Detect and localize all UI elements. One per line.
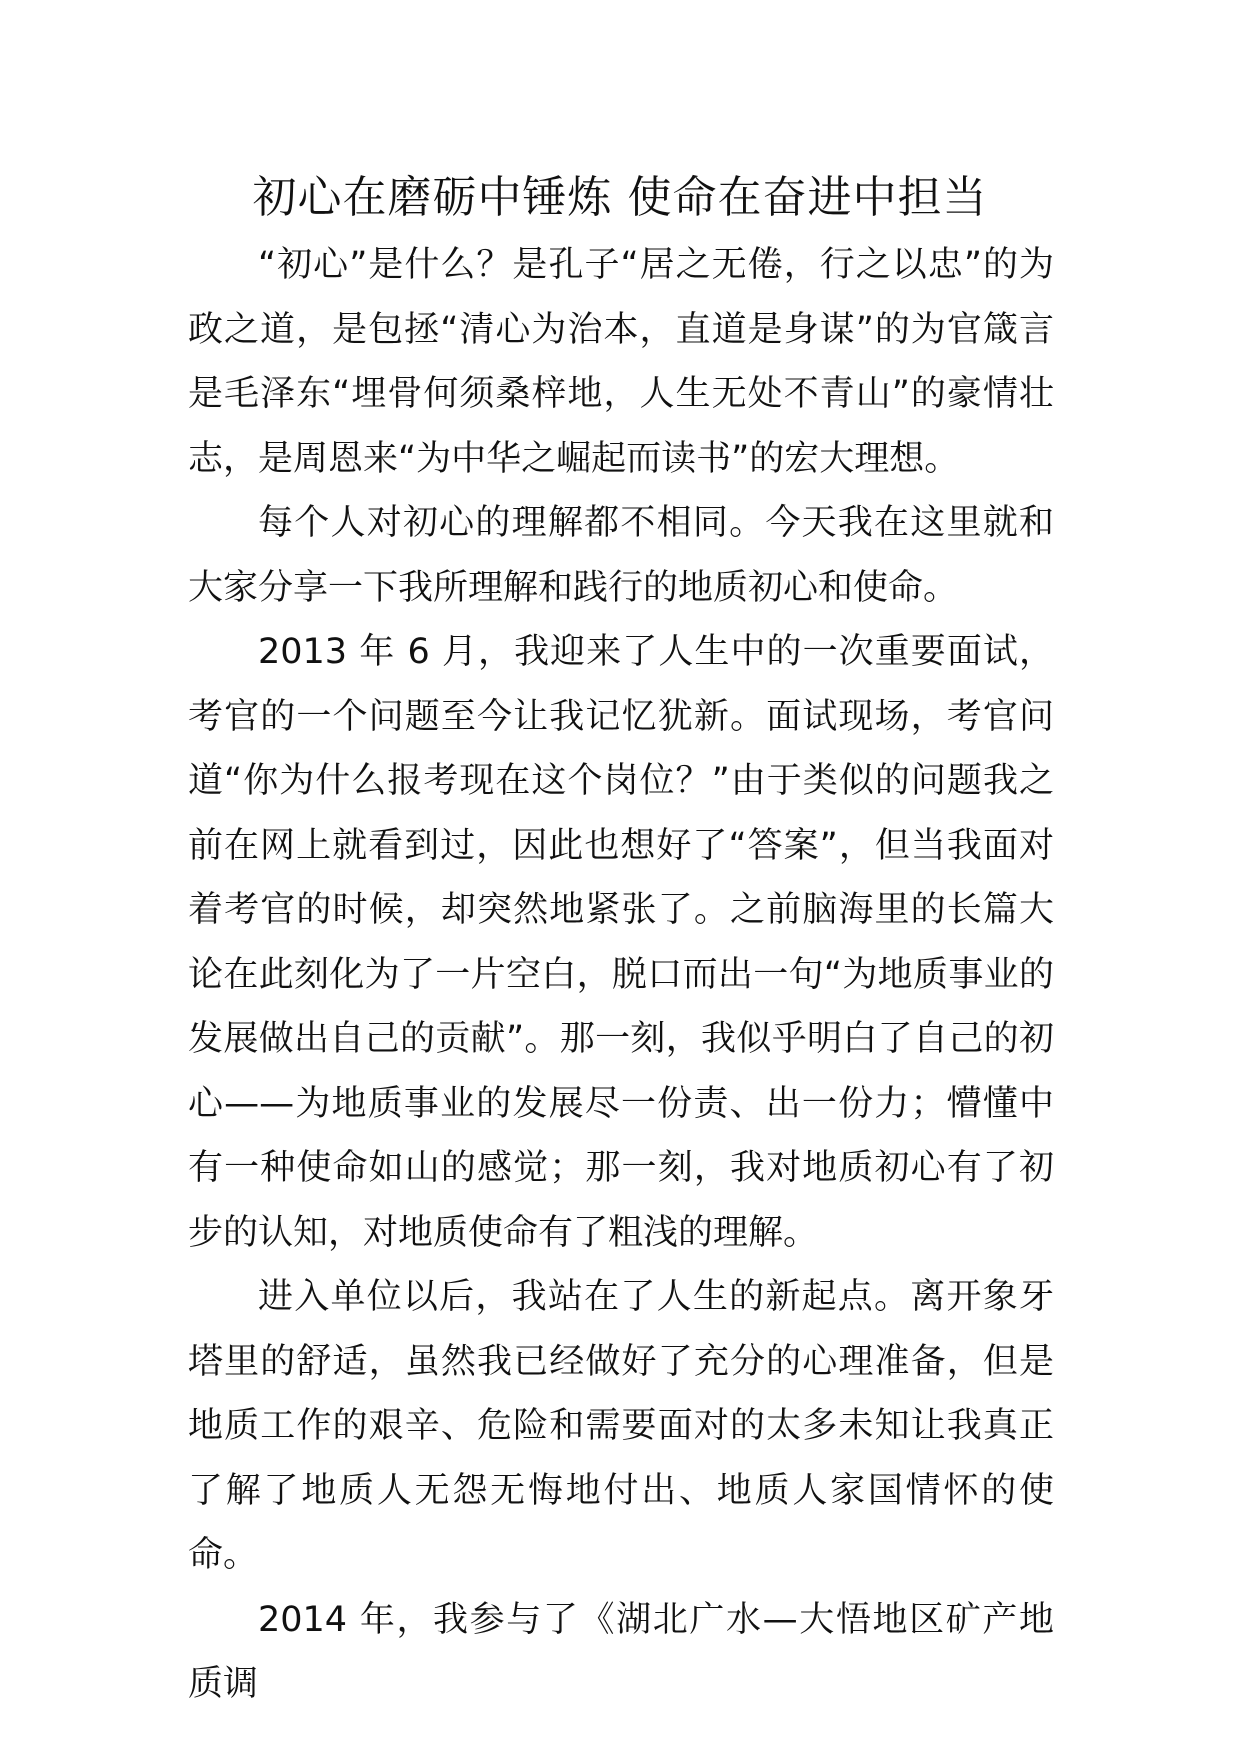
paragraph-initial-heart: “初心”是什么？是孔子“居之无倦，行之以忠”的为政之道，是包拯“清心为治本，直道是身谋”的为官箴言是毛泽东“埋骨何须桑梓地，人生无处不青山”的豪情壮志，是周恩来“为中华之崛起而读书”的宏大理想。 bbox=[188, 245, 1054, 479]
paragraph-interview-2013: 2013 年 6 月，我迎来了人生中的一次重要面试，考官的一个问题至今让我记忆犹新。面试现场，考官问道“你为什么报考现在这个岗位？”由于类似的问题我之前在网上就看到过，因此也想好了“答案”，但当我面对着考官的时候，却突然地紧张了。之前脑海里的长篇大论在此刻化为了一片空白，脱口而出一句“为地质事业的发展做出自己的贡献”。那一刻，我似乎明白了自己的初心——为地质事业的发展尽一份责、出一份力；懵懂中有一种使命如山的感觉；那一刻，我对地质初心有了初步的认知，对地质使命有了粗浅的理解。 bbox=[188, 632, 1054, 1253]
document-body bbox=[188, 233, 1054, 1717]
paragraph-2014-project: 2014 年，我参与了《湖北广水—大悟地区矿产地质调 bbox=[188, 1599, 1054, 1704]
document-title: 初心在磨砺中锤炼 使命在奋进中担当 bbox=[252, 172, 988, 223]
paragraph-understanding: 每个人对初心的理解都不相同。今天我在这里就和大家分享一下我所理解和践行的地质初心和使命。 bbox=[188, 503, 1054, 608]
paragraph-new-start: 进入单位以后，我站在了人生的新起点。离开象牙塔里的舒适，虽然我已经做好了充分的心理准备，但是地质工作的艰辛、危险和需要面对的太多未知让我真正了解了地质人无怨无悔地付出、地质人家国情怀的使命。 bbox=[188, 1277, 1054, 1575]
